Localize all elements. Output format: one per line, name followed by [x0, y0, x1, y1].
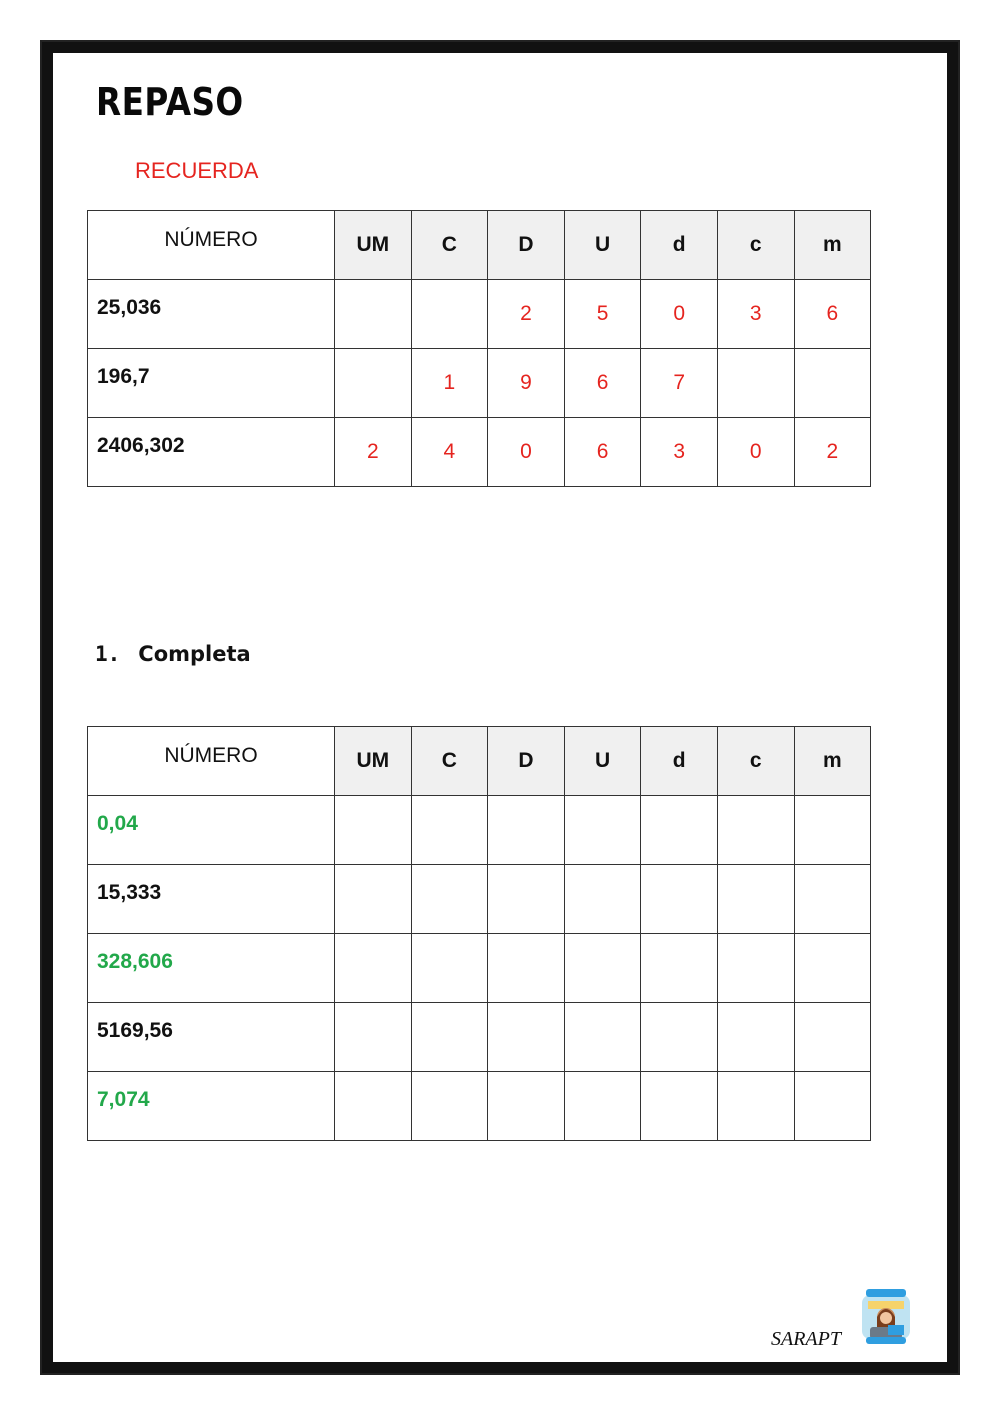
recuerda-label: RECUERDA	[135, 158, 259, 183]
answer-cell-d[interactable]	[488, 865, 565, 934]
column-header-c-decimal: c	[717, 211, 794, 280]
column-header-d-decimal: d	[641, 727, 718, 796]
answer-cell-c[interactable]	[411, 1003, 488, 1072]
table-row	[88, 796, 871, 865]
answer-cell-m-decimal[interactable]	[794, 1072, 871, 1141]
answer-cell-um[interactable]	[335, 1003, 412, 1072]
digit-cell: 2	[335, 418, 412, 487]
answer-cell-um[interactable]	[335, 865, 412, 934]
answer-cell-c[interactable]	[411, 1072, 488, 1141]
answer-cell-c-decimal[interactable]	[717, 1072, 794, 1141]
digit-cell: 5	[564, 280, 641, 349]
answer-cell-u[interactable]	[564, 934, 641, 1003]
number-cell: 196,7	[88, 349, 335, 418]
exercise-number: 1.	[95, 642, 121, 666]
yo-trabajo-desde-casa-logo-icon	[858, 1287, 914, 1345]
answer-cell-c-decimal[interactable]	[717, 934, 794, 1003]
answer-cell-u[interactable]	[564, 796, 641, 865]
number-cell: 328,606	[88, 934, 335, 1003]
column-header-c-decimal: c	[717, 727, 794, 796]
table-row	[88, 349, 871, 418]
column-header-m-decimal: m	[794, 211, 871, 280]
header-row	[88, 727, 871, 796]
exercise-place-value-table	[87, 726, 871, 1141]
answer-cell-u[interactable]	[564, 1072, 641, 1141]
table-row	[88, 280, 871, 349]
answer-cell-d-decimal[interactable]	[641, 865, 718, 934]
answer-cell-d[interactable]	[488, 934, 565, 1003]
answer-cell-c-decimal[interactable]	[717, 796, 794, 865]
table-row	[88, 934, 871, 1003]
answer-cell-c-decimal[interactable]	[717, 865, 794, 934]
exercise-heading	[95, 642, 251, 666]
answer-cell-m-decimal[interactable]	[794, 796, 871, 865]
column-header-numero: NÚMERO	[88, 727, 335, 796]
number-cell: 25,036	[88, 280, 335, 349]
answer-cell-d-decimal[interactable]	[641, 934, 718, 1003]
digit-cell	[411, 280, 488, 349]
answer-cell-d-decimal[interactable]	[641, 1072, 718, 1141]
number-cell: 7,074	[88, 1072, 335, 1141]
digit-cell: 1	[411, 349, 488, 418]
number-cell: 2406,302	[88, 418, 335, 487]
column-header-um: UM	[335, 211, 412, 280]
digit-cell: 0	[717, 418, 794, 487]
answer-cell-d-decimal[interactable]	[641, 796, 718, 865]
column-header-um: UM	[335, 727, 412, 796]
table-row	[88, 1003, 871, 1072]
answer-cell-c-decimal[interactable]	[717, 1003, 794, 1072]
answer-cell-d[interactable]	[488, 1003, 565, 1072]
answer-cell-um[interactable]	[335, 1072, 412, 1141]
digit-cell	[717, 349, 794, 418]
digit-cell: 2	[794, 418, 871, 487]
answer-cell-d[interactable]	[488, 1072, 565, 1141]
answer-cell-u[interactable]	[564, 1003, 641, 1072]
header-row	[88, 211, 871, 280]
column-header-u: U	[564, 727, 641, 796]
answer-cell-c[interactable]	[411, 865, 488, 934]
digit-cell: 2	[488, 280, 565, 349]
column-header-c: C	[411, 211, 488, 280]
digit-cell	[335, 280, 412, 349]
digit-cell	[794, 349, 871, 418]
answer-cell-u[interactable]	[564, 865, 641, 934]
digit-cell: 6	[564, 418, 641, 487]
number-cell: 5169,56	[88, 1003, 335, 1072]
digit-cell	[335, 349, 412, 418]
answer-cell-c[interactable]	[411, 796, 488, 865]
digit-cell: 6	[564, 349, 641, 418]
answer-cell-um[interactable]	[335, 934, 412, 1003]
digit-cell: 0	[488, 418, 565, 487]
answer-cell-um[interactable]	[335, 796, 412, 865]
column-header-d: D	[488, 727, 565, 796]
answer-cell-m-decimal[interactable]	[794, 865, 871, 934]
example-place-value-table	[87, 210, 871, 487]
digit-cell: 6	[794, 280, 871, 349]
column-header-d: D	[488, 211, 565, 280]
digit-cell: 4	[411, 418, 488, 487]
column-header-c: C	[411, 727, 488, 796]
page-title: REPASO	[96, 80, 244, 124]
digit-cell: 0	[641, 280, 718, 349]
column-header-u: U	[564, 211, 641, 280]
answer-cell-m-decimal[interactable]	[794, 1003, 871, 1072]
answer-cell-d[interactable]	[488, 796, 565, 865]
answer-cell-m-decimal[interactable]	[794, 934, 871, 1003]
table-row	[88, 865, 871, 934]
digit-cell: 3	[641, 418, 718, 487]
answer-cell-d-decimal[interactable]	[641, 1003, 718, 1072]
exercise-label: Completa	[138, 642, 251, 666]
column-header-m-decimal: m	[794, 727, 871, 796]
column-header-numero: NÚMERO	[88, 211, 335, 280]
column-header-d-decimal: d	[641, 211, 718, 280]
number-cell: 15,333	[88, 865, 335, 934]
digit-cell: 9	[488, 349, 565, 418]
number-cell: 0,04	[88, 796, 335, 865]
digit-cell: 3	[717, 280, 794, 349]
author-signature: SARAPT	[771, 1328, 841, 1350]
table-row	[88, 1072, 871, 1141]
table-row	[88, 418, 871, 487]
answer-cell-c[interactable]	[411, 934, 488, 1003]
digit-cell: 7	[641, 349, 718, 418]
